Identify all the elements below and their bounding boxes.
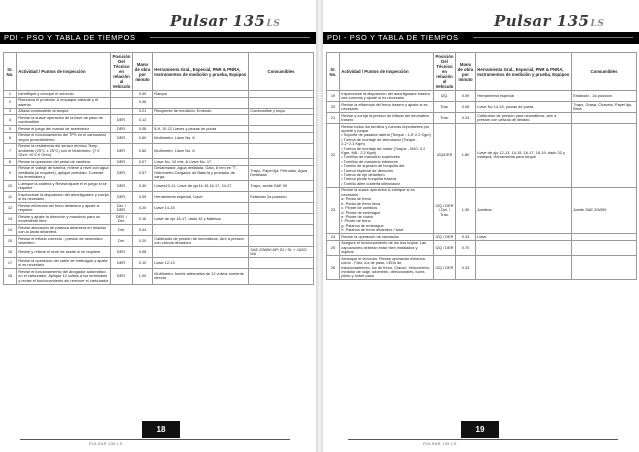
list-item: d. Pivote de embrague — [341, 209, 381, 215]
row-activity — [340, 187, 434, 233]
section-header: PDI - PSO Y TABLA DE TIEMPOS — [0, 32, 316, 44]
row-tools: Llaves10-11, Llave de ojo14-15,16-17, 24-27 — [153, 181, 249, 192]
row-tools: Llave de ojo 12-13, 14-15, 16-17, 18-19, dado 32 y matraca, Herramienta para torque — [476, 124, 572, 188]
row-consumables — [572, 234, 637, 241]
list-item: f. Pivote de freno — [341, 218, 371, 224]
col-activity: Actividad / Puntos de Inspección — [17, 53, 111, 91]
row-consumables — [249, 236, 314, 247]
list-item: • Tornillo de sujeción de horquilla del. — [341, 164, 431, 168]
col-tools: Herramienta Gral., Especial, PNR & PNRA, Instrumentos de medición y prueba, Equipos — [153, 53, 249, 91]
col-tools: Herramienta Gral., Especial, PNR & PNRA, Instrumentos de medición y prueba, Equipos — [476, 53, 572, 91]
row-minutes: 0.00 — [133, 91, 153, 98]
row-activity — [17, 258, 111, 269]
row-number: 17 — [4, 258, 17, 269]
col-sr-no: Sr. No. — [327, 53, 340, 91]
row-consumables — [249, 97, 314, 108]
list-item: • Tuerca pivote horquilla trasera — [341, 177, 431, 181]
table-row — [4, 192, 314, 203]
footer-rule — [20, 439, 290, 440]
footer-text: PULSAR 135 LS — [423, 441, 457, 446]
row-consumables — [249, 203, 314, 214]
row-number: 24 — [327, 234, 340, 241]
row-position: DER. — [111, 192, 133, 203]
row-number: 22 — [327, 124, 340, 188]
row-activity — [340, 102, 434, 113]
lubrication-list — [341, 197, 431, 232]
activity-text: Revise eficiencia del freno delantero y ajuste si requiere — [18, 202, 100, 213]
row-minutes: 1.80 — [456, 124, 476, 188]
page-number: 18 — [142, 421, 180, 438]
row-tools — [153, 115, 249, 126]
footer-rule — [348, 439, 618, 440]
row-position: IZQ / DER — [434, 234, 456, 241]
table-row — [4, 258, 314, 269]
row-number: 3 — [4, 108, 17, 115]
row-minutes: 0.33 — [456, 234, 476, 241]
col-minutes: Mano de obra por minuto — [456, 53, 476, 91]
row-activity — [17, 132, 111, 143]
row-minutes: 0.09 — [456, 91, 476, 102]
brand-logo: Pulsar 135LS — [170, 12, 281, 30]
row-consumables: Estándar - 2a posición — [572, 91, 637, 102]
row-number: 4 — [4, 115, 17, 126]
activity-text: Arranque el vehículo. Revise operación eléctrica como - Faro, luz de paso, LEDs de estacionamiento, luz de freno, Claxon, Velocímetro, medidor de viaje, odómetro, direccionales, luces piloto y sobre paso — [341, 255, 431, 279]
row-tools: Llave — [476, 234, 572, 241]
row-consumables — [249, 214, 314, 225]
row-activity — [17, 214, 111, 225]
row-consumables — [249, 143, 314, 158]
row-position: DER. — [111, 126, 133, 133]
row-tools: Llave 14-15 — [153, 203, 249, 214]
row-tools: Herramienta especial, Llave — [153, 192, 249, 203]
table-row — [4, 132, 314, 143]
activity-text: Añada combustible al tanque — [18, 108, 69, 114]
row-position: DER. — [111, 258, 133, 269]
row-activity — [17, 192, 111, 203]
row-minutes: 0.24 — [456, 113, 476, 124]
list-item: g. Palanca de embrague — [341, 222, 384, 228]
row-tools: Aceitera — [476, 187, 572, 233]
row-consumables — [249, 91, 314, 98]
row-consumables — [249, 258, 314, 269]
row-number: 16 — [4, 247, 17, 258]
page-gutter — [316, 0, 323, 452]
row-minutes: 0.20 — [133, 236, 153, 247]
table-row — [327, 124, 637, 188]
row-minutes: 0.08 — [133, 247, 153, 258]
torque-list — [341, 133, 431, 186]
row-number: 11 — [4, 192, 17, 203]
row-minutes: 0.08 — [133, 126, 153, 133]
row-position: Del. — [111, 236, 133, 247]
activity-text: Revise el voltaje de batería, rellene a nivel con agua destilada (si requiere), aplique petrolato. Conecte los terminales y — [18, 165, 109, 180]
row-tools: Herramienta especial — [476, 91, 572, 102]
table-row — [4, 236, 314, 247]
row-tools — [153, 225, 249, 236]
list-item: • Tornillos de manubrio inferiores — [341, 160, 431, 164]
row-minutes: 0.20 — [133, 203, 153, 214]
activity-text: Revise la operación del cable de embrague y ajuste si es necesario — [18, 257, 108, 268]
row-consumables — [249, 269, 314, 284]
activity-text: Revise todos los tornillos y tuercas importantes por apriete y torque — [341, 123, 430, 133]
activity-text: Revise y ajuste la dirección y manubrio para un movimiento libre — [18, 213, 101, 224]
table-row — [4, 203, 314, 214]
row-position: DER. / Del. — [111, 214, 133, 225]
table-row — [4, 165, 314, 180]
row-number: 21 — [327, 113, 340, 124]
row-tools — [476, 256, 572, 280]
table-row — [327, 234, 637, 241]
row-tools: Llave No. 10 mts. & Llave No. 17 — [153, 159, 249, 166]
list-item: • Tuerca de montaje de motor (Torque - M10: 3.2 Kgm, M8 - 2.2 Kgm) — [341, 147, 431, 156]
table-row — [327, 91, 637, 102]
row-activity — [17, 91, 111, 98]
col-activity: Actividad / Puntos de Inspección — [340, 53, 434, 91]
row-activity — [17, 126, 111, 133]
section-header: PDI - PSO Y TABLA DE TIEMPOS — [323, 32, 639, 44]
row-position: DER. — [111, 269, 133, 284]
table-row — [327, 240, 637, 255]
col-position: Posición Del Técnico en relación al Vehículo — [434, 53, 456, 91]
row-position — [111, 91, 133, 98]
table-row — [4, 269, 314, 284]
table-row — [4, 115, 314, 126]
row-minutes: 0.09 — [133, 192, 153, 203]
activity-text: Remueva el protector & empaque aislante y el asiento — [18, 97, 99, 107]
row-number: 14 — [4, 225, 17, 236]
row-number: 5 — [4, 126, 17, 133]
row-consumables: Trapo, Grasa, Chaveta, Papel lija, Brea — [572, 102, 637, 113]
activity-text: Revise la suave operación de la llave de paso de combustible — [18, 114, 103, 125]
activity-text: Inspeccione la disposición del amortiguador trasero sea correcta y ajuste si es necesario — [341, 90, 430, 100]
table-row — [327, 113, 637, 124]
row-number: 9 — [4, 165, 17, 180]
col-consumables: Consumibles — [572, 53, 637, 91]
row-activity — [340, 91, 434, 102]
row-minutes: 0.06 — [133, 97, 153, 108]
row-position: DER. — [111, 181, 133, 192]
row-activity — [340, 240, 434, 255]
row-position: DER. — [111, 247, 133, 258]
row-number: 10 — [4, 181, 17, 192]
activity-text: Revise alineación de palanca delantera en relación con la llanta delantera — [18, 224, 107, 235]
row-position: DER. — [111, 115, 133, 126]
row-consumables: Trapo, aceite SAE 90 — [249, 181, 314, 192]
row-number: 1 — [4, 91, 17, 98]
table-row — [4, 143, 314, 158]
row-activity — [17, 269, 111, 284]
row-tools: Llave 12-13 — [153, 258, 249, 269]
activity-text: Revise la suave operación & lubrique si es necesario — [341, 187, 415, 197]
row-consumables — [572, 256, 637, 280]
table-row — [327, 102, 637, 113]
row-tools: Llave de ojo 16-17, dado 32 y Matraca — [153, 214, 249, 225]
row-tools: Multímetro, Llave No. 8. — [153, 143, 249, 158]
row-minutes: 1.00 — [133, 269, 153, 284]
page-number: 19 — [461, 421, 499, 438]
list-item: b. Pedal de freno lleva — [341, 200, 381, 206]
table-row — [4, 108, 314, 115]
row-activity — [17, 108, 111, 115]
activity-text: Revise el inflado correcto - presión de neumático delantero — [18, 235, 103, 246]
table-row — [4, 214, 314, 225]
row-consumables: Trapo, Papel lija, Petrolato, Agua Destilada. — [249, 165, 314, 180]
col-consumables: Consumibles — [249, 53, 314, 91]
row-activity — [17, 143, 111, 158]
row-position: DER. — [111, 159, 133, 166]
row-minutes: 0.04 — [133, 225, 153, 236]
row-activity — [17, 225, 111, 236]
row-consumables — [572, 113, 637, 124]
row-consumables — [249, 225, 314, 236]
row-minutes: 0.60 — [133, 132, 153, 143]
row-minutes: 0.07 — [133, 159, 153, 166]
left-page — [0, 0, 316, 452]
row-position: IZQ / DER — [434, 256, 456, 280]
list-item: • Soporte de pasador lateral (Torque - 1.8~2.2 Kgm) — [341, 133, 431, 137]
row-tools: Multímetro, fuente alternativa de 12 voltios corriente directa — [153, 269, 249, 284]
table-row — [327, 256, 637, 280]
col-sr-no: Sr. No. — [4, 53, 17, 91]
row-activity — [17, 181, 111, 192]
row-consumables — [249, 115, 314, 126]
list-item: h. Palanca de freno delantero / llave — [341, 227, 404, 233]
row-number: 8 — [4, 159, 17, 166]
row-activity — [17, 165, 111, 180]
row-consumables — [249, 126, 314, 133]
activity-text: Revise y corrija la presión de inflado del neumático trasero — [341, 112, 430, 122]
row-number: 19 — [327, 91, 340, 102]
row-consumables: SAE 20W50 API SJ / SL + JASO MA — [249, 247, 314, 258]
row-minutes: 0.21 — [133, 108, 153, 115]
row-number: 15 — [4, 236, 17, 247]
activity-text: Revise la resistencia del sensor térmico Temp. ambiente (25°C ± 25°C) con el Multímetro. (7 K Ohm~10.5 K Ohm) — [18, 143, 100, 158]
col-minutes: Mano de obra por minuto — [133, 53, 153, 91]
activity-text: Revise la operación de candados — [341, 233, 399, 239]
row-tools: Calibrador de presión para neumáticos, aire a presión con válvula de llenado — [476, 113, 572, 124]
list-item: • Tuerca de eje delantero — [341, 173, 431, 177]
row-activity — [17, 236, 111, 247]
activity-text: Asegure el funcionamiento de los dos bujías. Las capuchones deberán estar bien instalados y sujetos. — [341, 240, 427, 255]
row-tools: 8-9, 10-12 Llaves y pinzas de punta — [153, 126, 249, 133]
row-minutes: 0.70 — [456, 240, 476, 255]
row-tools: Multímetro, Llave No. 8. — [153, 132, 249, 143]
row-position: Tras. — [434, 113, 456, 124]
list-item: • Tuerca de montaje de silenciador (Torque - 2.2~2.3 Kgm) — [341, 138, 431, 147]
row-activity — [340, 234, 434, 241]
list-item: • Tuerca especial de dirección — [341, 169, 431, 173]
row-number: 25 — [327, 240, 340, 255]
list-item: e. Pivote de clutch — [341, 213, 374, 219]
row-number: 2 — [4, 97, 17, 108]
table-row — [327, 187, 637, 233]
activity-text: Inspeccione la disposición del amortiguador y corrija si es necesario — [18, 191, 109, 202]
activity-text: Revise la eficiencia del freno trasero y ajuste si es necesario — [341, 101, 428, 111]
row-consumables — [249, 132, 314, 143]
footer-text: PULSAR 135 LS — [89, 441, 123, 446]
row-consumables — [572, 240, 637, 255]
row-number: 18 — [4, 269, 17, 284]
row-activity — [17, 97, 111, 108]
row-consumables — [249, 159, 314, 166]
row-minutes: 0.30 — [133, 181, 153, 192]
right-page — [323, 0, 639, 452]
row-minutes: 0.33 — [456, 256, 476, 280]
row-minutes: 1.30 — [456, 187, 476, 233]
row-consumables: Combustible y trapo — [249, 108, 314, 115]
table-header-row — [327, 53, 637, 91]
list-item: • Tornillo allen cubierta silenciador — [341, 182, 431, 186]
table-row — [4, 91, 314, 98]
activity-text: Lubrique la cadena y Revise/ajuste el el juego si se requiere — [18, 180, 107, 191]
row-position: Del. / DER. — [111, 203, 133, 214]
row-tools: Desarmador, Agua destilada, Gato, 8 mm en 'T', Hidrómetro Cargador de Batería y probador de carga. — [153, 165, 249, 180]
row-activity — [17, 203, 111, 214]
row-position: IZQ / DER — [434, 240, 456, 255]
row-activity — [340, 113, 434, 124]
pdi-table — [326, 52, 637, 280]
row-tools — [476, 240, 572, 255]
row-minutes: 0.08 — [456, 102, 476, 113]
row-number: 26 — [327, 256, 340, 280]
row-tools: Calibrador de presión de neumáticos, Aire a presión con válvula llenadora — [153, 236, 249, 247]
activity-text: Revise el funcionamiento del TPS en el carburador según procedimiento. — [18, 132, 107, 142]
row-consumables — [572, 124, 637, 188]
row-position: Del. — [111, 225, 133, 236]
row-minutes: 0.10 — [133, 258, 153, 269]
brand-logo: Pulsar 135LS — [494, 12, 605, 30]
table-row — [4, 181, 314, 192]
row-number: 20 — [327, 102, 340, 113]
activity-text: Revise el funcionamiento del ahogador automático en el carburador. Aplique 12 voltios a los terminales y revise el funcionamiento sin remover el carburador — [18, 268, 109, 283]
activity-text: Revise y rellene el nivel de aceite si se requiere — [18, 248, 101, 254]
col-position: Posición Del Técnico en relación al Vehículo — [111, 53, 133, 91]
row-position: IZQ/DER — [434, 124, 456, 188]
row-number: 7 — [4, 143, 17, 158]
row-tools: Rampa — [153, 91, 249, 98]
row-position: Tras. — [434, 102, 456, 113]
row-minutes: 0.57 — [133, 165, 153, 180]
table-row — [4, 159, 314, 166]
table-row — [4, 247, 314, 258]
row-activity — [340, 256, 434, 280]
row-activity — [17, 115, 111, 126]
list-item: • Tornillos de manubrio superiores — [341, 155, 431, 159]
row-number: 13 — [4, 214, 17, 225]
row-activity — [340, 124, 434, 188]
table-row — [4, 97, 314, 108]
pdi-table — [3, 52, 314, 285]
list-item: a. Pedal de freno — [341, 196, 371, 202]
row-minutes: 0.16 — [133, 214, 153, 225]
row-position: DER. — [111, 165, 133, 180]
row-activity — [17, 247, 111, 258]
row-tools — [153, 247, 249, 258]
row-tools — [153, 97, 249, 108]
table-row — [4, 126, 314, 133]
row-position: IZQ / DER / Del. / Tras. — [434, 187, 456, 233]
row-number: 12 — [4, 203, 17, 214]
table-header-row — [4, 53, 314, 91]
table-row — [4, 225, 314, 236]
row-position — [111, 108, 133, 115]
list-item: c. Pivote de cambios — [341, 205, 378, 211]
row-minutes: 0.12 — [133, 115, 153, 126]
row-number: 23 — [327, 187, 340, 233]
row-activity — [17, 159, 111, 166]
row-position: IZQ. — [434, 91, 456, 102]
row-consumables: Aceite SAE 20W50 — [572, 187, 637, 233]
row-position: DER. — [111, 143, 133, 158]
activity-text: Identifique y coloque el vehículo — [18, 90, 74, 96]
row-tools: Llave No 14-15, pinzas de punta — [476, 102, 572, 113]
row-position: DER. — [111, 132, 133, 143]
activity-text: Revise la operación del pedal de cambios — [18, 158, 91, 164]
row-number: 6 — [4, 132, 17, 143]
row-tools: Recipiente de medición, Embudo — [153, 108, 249, 115]
row-position — [111, 97, 133, 108]
row-minutes: 0.60 — [133, 143, 153, 158]
activity-text: Revise el juego del mando de acelerador — [18, 125, 90, 131]
row-consumables: Estándar 2a posición — [249, 192, 314, 203]
